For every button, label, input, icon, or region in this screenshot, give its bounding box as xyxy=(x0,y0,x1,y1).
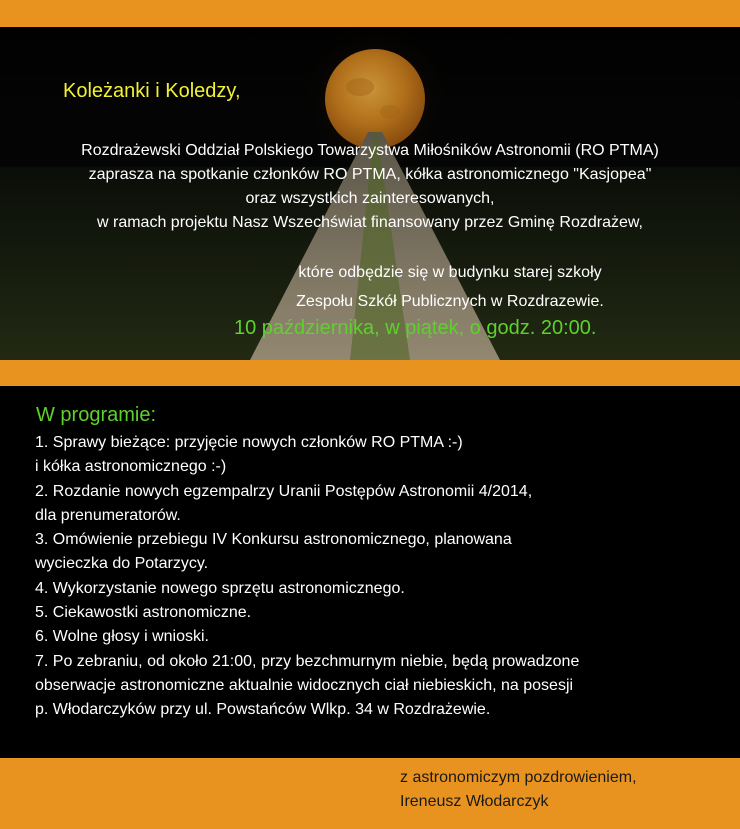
invitation-text xyxy=(0,27,740,360)
bottom-band xyxy=(0,758,740,829)
signature-name: Ireneusz Włodarczyk xyxy=(400,793,549,810)
program-line: 7. Po zebraniu, od około 21:00, przy bezchmurnym niebie, będą prowadzone xyxy=(35,652,580,670)
venue-line: Zespołu Szkół Publicznych w Rozdrazewie. xyxy=(296,293,604,310)
program-line: 6. Wolne głosy i wnioski. xyxy=(35,628,209,646)
hero-banner xyxy=(0,27,740,360)
program-line: 3. Omówienie przebiegu IV Konkursu astronomicznego, planowana xyxy=(35,531,512,549)
intro-line: Rozdrażewski Oddział Polskiego Towarzystwa Miłośników Astronomii (RO PTMA) xyxy=(81,142,659,159)
top-band xyxy=(0,0,740,27)
intro-line: zaprasza na spotkanie członków RO PTMA, kółka astronomicznego "Kasjopea" xyxy=(88,166,652,183)
signature xyxy=(400,766,637,814)
program-line: 2. Rozdanie nowych egzempalrzy Uranii Postępów Astronomii 4/2014, xyxy=(35,482,533,500)
intro-line: oraz wszystkich zainteresowanych, xyxy=(245,190,495,207)
intro-line: w ramach projektu Nasz Wszechświat finansowany przez Gminę Rozdrażew, xyxy=(97,214,643,231)
middle-band xyxy=(0,360,740,386)
venue-line: które odbędzie się w budynku starej szkoły xyxy=(298,264,602,281)
program-line: 5. Ciekawostki astronomiczne. xyxy=(35,604,252,622)
program-section xyxy=(0,386,740,758)
signature-greeting: z astronomiczym pozdrowieniem, xyxy=(400,769,637,786)
venue-info xyxy=(230,258,670,316)
greeting: Koleżanki i Koledzy, xyxy=(63,80,241,102)
program-line: wycieczka do Potarzycy. xyxy=(35,555,209,573)
program-line: i kółka astronomicznego :-) xyxy=(35,458,227,476)
program-line: obserwacje astronomiczne aktualnie widocznych ciał niebieskich, na posesji xyxy=(35,676,574,694)
invitation-intro xyxy=(0,139,740,235)
event-date: 10 października, w piątek, o godz. 20:00. xyxy=(234,317,597,339)
program-title: W programie: xyxy=(36,404,157,426)
program-line: p. Włodarczyków przy ul. Powstańców Wlkp. 34 w Rozdrażewie. xyxy=(35,701,491,719)
program-list xyxy=(35,431,735,723)
program-line: 4. Wykorzystanie nowego sprzętu astronomicznego. xyxy=(35,579,405,597)
program-line: dla prenumeratorów. xyxy=(35,506,181,524)
program-line: 1. Sprawy bieżące: przyjęcie nowych członków RO PTMA :-) xyxy=(35,434,463,451)
